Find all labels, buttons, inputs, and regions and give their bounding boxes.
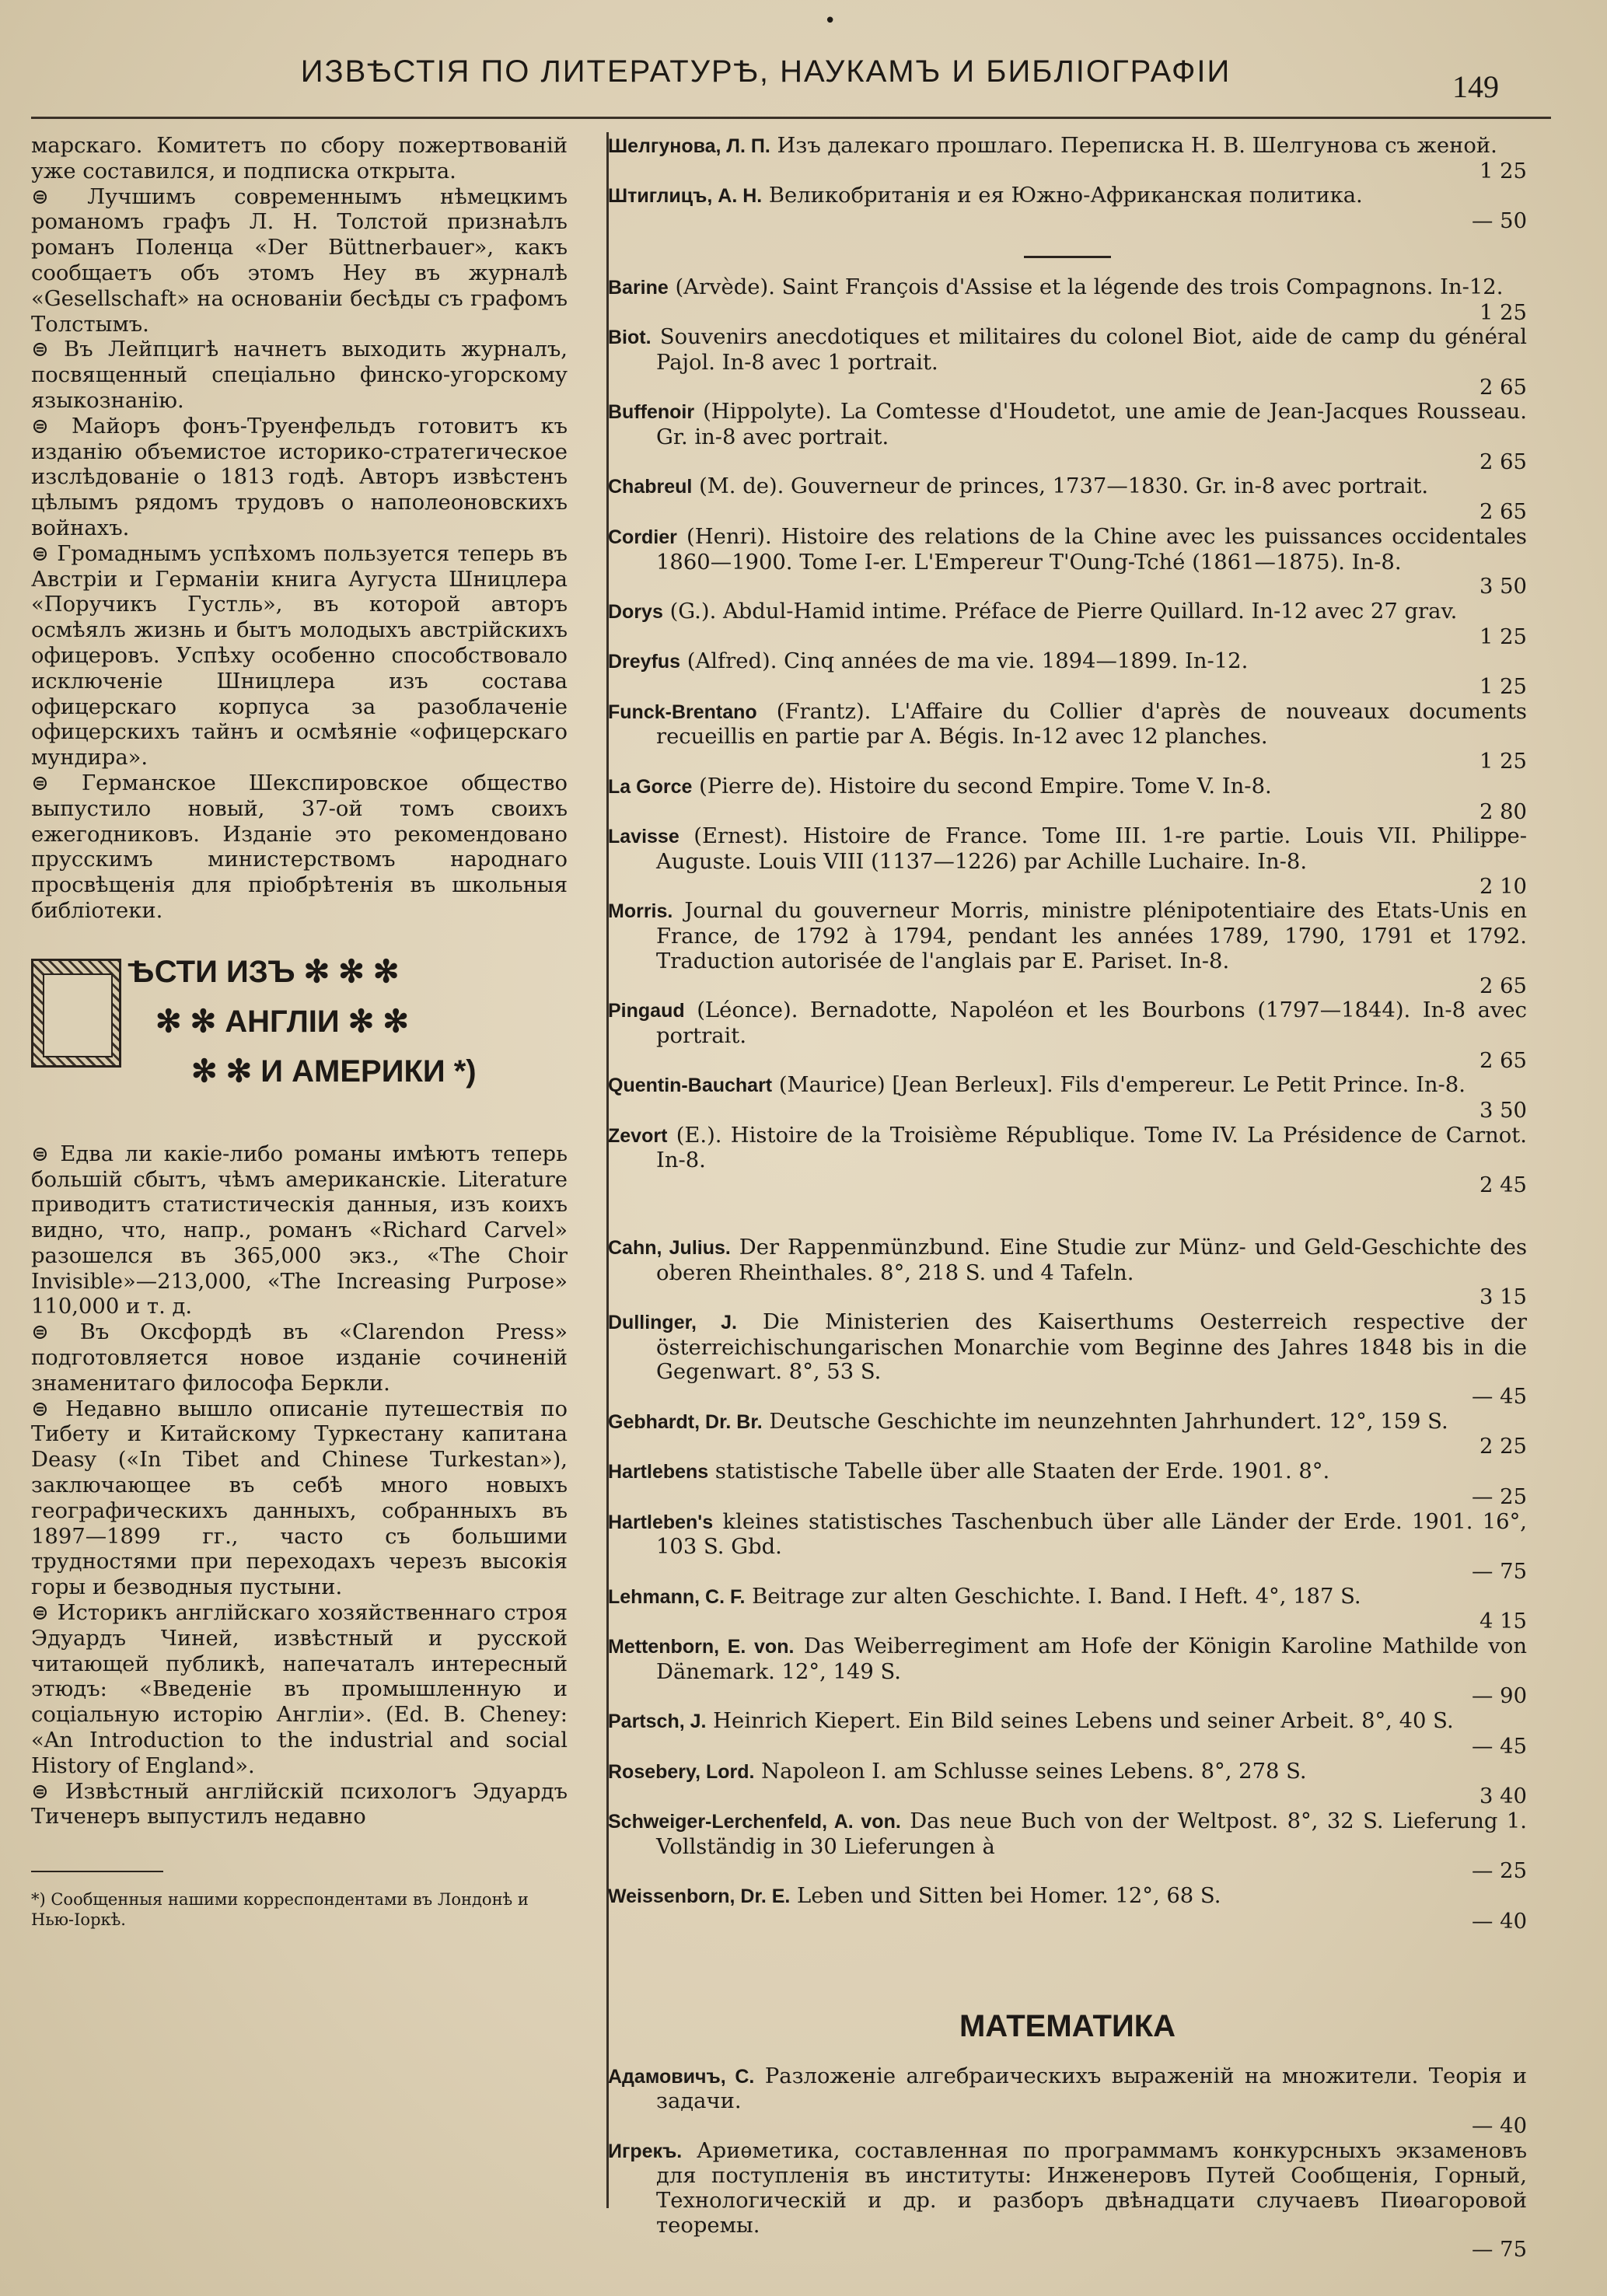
book-author: Schweiger-Lerchenfeld, A. von. [608, 1811, 901, 1833]
book-author: Weissenborn, Dr. E. [608, 1885, 791, 1908]
book-title: Das neue Buch von der Weltpost. 8°, 32 S. Lieferung 1. Vollständig in 30 Lieferungen à [656, 1809, 1528, 1859]
page-number: 149 [1452, 69, 1499, 104]
book-price: 2 65 [1479, 375, 1527, 400]
book-entry [608, 1124, 1527, 1198]
book-title: (Alfred). Cinq années de ma vie. 1894—1899. In-12. [680, 649, 1249, 674]
book-price: — 40 [1472, 2113, 1527, 2138]
book-price: — 40 [1472, 1909, 1527, 1934]
book-author: Шелгунова, Л. П. [608, 135, 770, 157]
book-author: Cordier [608, 526, 677, 548]
book-author: Штиглицъ, А. Н. [608, 185, 763, 208]
book-title: Beitrage zur alten Geschichte. I. Band. I Heft. 4°, 187 S. [745, 1584, 1361, 1609]
book-author: La Gorce [608, 775, 693, 798]
book-title: Der Rappenmünzbund. Eine Studie zur Münz- und Geld-Geschichte des oberen Rheinthales. 8°, 218 S. und 4 Tafeln. [656, 1235, 1527, 1285]
book-price: — 75 [1472, 1559, 1527, 1584]
book-title: (M. de). Gouverneur de princes, 1737—1830. Gr. in-8 avec portrait. [692, 474, 1429, 499]
book-title: Deutsche Geschichte im neunzehnten Jahrhundert. 12°, 159 S. [762, 1409, 1448, 1434]
book-author: Hartlebens [608, 1461, 709, 1483]
news-paragraph: ⊜ Въ Оксфордѣ въ «Clarendon Press» подготовляется новое изданіе сочиненій знаменитаго философа Беркли. [31, 1320, 568, 1396]
news-paragraph: ⊜ Недавно вышло описаніе путешествія по Тибету и Китайскому Туркестану капитана Deasy («In Tibet and Chinese Turkestan»), заключающее въ себѣ много новыхъ географическихъ данныхъ, собранныхъ въ 1897—1899 гг., часто съ большими трудностями при переходахъ черезъ высокія горы и безводныя пустыни. [31, 1396, 568, 1600]
book-price: 2 10 [1479, 874, 1527, 899]
book-title: (G.). Abdul-Hamid intime. Préface de Pierre Quillard. In-12 avec 27 grav. [662, 599, 1458, 624]
book-author: Biot. [608, 327, 652, 349]
book-entry [608, 400, 1527, 474]
book-price: — 50 [1472, 209, 1527, 234]
book-title: Journal du gouverneur Morris, ministre plénipotentiaire des Etats-Unis en France, de 1792 à 1794, pendant les années 1789, 1790, 1791 et 1792. Traduction autorisée de l'anglais par E. Pariset. In-8. [656, 899, 1527, 973]
book-entry [608, 774, 1527, 824]
news-paragraph: марскаго. Комитетъ по сбору пожертвованій уже составился, и подписка открыта. [31, 134, 568, 183]
book-entry [608, 700, 1527, 774]
french-book-list [608, 275, 1527, 1198]
book-title: Die Ministerien des Kaiserthums Oesterreich respective der österreichischungarischen Monarchie vom Beginne des Jahres 1848 bis in die Gegenwart. 8°, 53 S. [656, 1309, 1527, 1385]
book-author: Barine [608, 276, 669, 299]
news-paragraph: ⊜ Едва ли какіе-либо романы имѣютъ теперь большій сбытъ, чѣмъ американскіе. Literature приводитъ статистическія данныя, изъ коихъ видно, что, напр., романъ «Richard Carvel» разошелся въ 365,000 экз., «The Choir Invisible»—213,000, «The Increasing Purpose» 110,000 и т. д. [31, 1141, 568, 1319]
book-entry [608, 474, 1527, 524]
section-heading [31, 954, 568, 1116]
book-author: Dorys [608, 600, 663, 623]
book-price: 3 50 [1479, 575, 1527, 599]
news-paragraph: ⊜ Историкъ англійскаго хозяйственнаго строя Эдуардъ Чиней, извѣстный и русской читающей публикѣ, напечаталъ интересный этюдъ: «Введеніе въ промышленную и соціальную исторію Англіи». (Ed. B. Cheney: «An Introduction to the industrial and social History of England». [31, 1601, 568, 1778]
book-price: 1 25 [1479, 300, 1527, 325]
book-entry [608, 1310, 1527, 1410]
book-price: — 25 [1472, 1859, 1527, 1884]
book-price: 1 25 [1479, 675, 1527, 700]
book-title: Das Weiberregiment am Hofe der Königin Karoline Mathilde von Dänemark. 12°, 149 S. [656, 1634, 1528, 1684]
book-author: Quentin-Bauchart [608, 1075, 773, 1097]
math-book-list [608, 2064, 1527, 2263]
book-price: 2 80 [1479, 799, 1527, 824]
book-title: Изъ далекаго прошлаго. Переписка Н. В. Шелгунова съ женой. [770, 134, 1497, 158]
book-entry [608, 1235, 1527, 1310]
book-price: 1 25 [1479, 624, 1527, 649]
book-entry [608, 649, 1527, 699]
book-title: Napoleon I. am Schlusse seines Lebens. 8°, 278 S. [754, 1759, 1307, 1784]
book-price: 2 65 [1479, 973, 1527, 998]
book-entry [608, 1585, 1527, 1634]
book-author: Игрекъ. [608, 2140, 683, 2162]
book-entry [608, 1073, 1527, 1123]
book-price: 2 65 [1479, 1048, 1527, 1073]
book-title: Великобританія и ея Южно-Африканская политика. [762, 183, 1363, 208]
book-title: (Maurice) [Jean Berleux]. Fils d'empereur. Le Petit Prince. In-8. [772, 1073, 1466, 1098]
book-entry [608, 1634, 1527, 1709]
news-paragraph: ⊜ Громаднымъ успѣхомъ пользуется теперь въ Австріи и Германіи книга Аугуста Шницлера «Поручикъ Густль», въ которой авторъ осмѣялъ жизнь и бытъ молодыхъ австрійскихъ офицеровъ. Успѣху особенно способствовало исключеніе Шницлера изъ состава офицерскаго корпуса за разоблаченіе офицерскихъ тайнъ и осмѣяніе «офицерскаго мундира». [31, 541, 568, 771]
book-entry [608, 998, 1527, 1073]
book-author: Dullinger, J. [608, 1311, 737, 1333]
book-price: — 25 [1472, 1484, 1527, 1509]
book-author: Dreyfus [608, 651, 681, 673]
page-dot: • [824, 9, 837, 33]
book-price: 4 15 [1479, 1609, 1527, 1634]
book-entry [608, 275, 1527, 325]
book-title: (Henri). Histoire des relations de la Chine avec les puissances occidentales 1860—1900. Tome I-er. L'Empereur T'Oung-Tché (1861—1875). In-8. [656, 524, 1527, 575]
book-author: Funck-Brentano [608, 701, 757, 723]
book-entry [608, 899, 1527, 998]
book-title: statistische Tabelle über alle Staaten der Erde. 1901. 8°. [708, 1459, 1330, 1484]
book-price: 3 15 [1479, 1285, 1527, 1310]
book-entry [608, 1510, 1527, 1585]
book-entry [608, 1709, 1527, 1759]
book-author: Cahn, Julius. [608, 1236, 731, 1259]
book-price: 2 65 [1479, 500, 1527, 525]
book-author: Zevort [608, 1124, 668, 1147]
book-author: Partsch, J. [608, 1711, 707, 1733]
book-price: 2 45 [1479, 1173, 1527, 1198]
book-title: (Arvède). Saint François d'Assise et la légende des trois Compagnons. In-12. [668, 274, 1504, 299]
book-author: Morris. [608, 900, 673, 923]
ornamental-initial [31, 959, 121, 1068]
separator-rule [1024, 256, 1111, 258]
book-author: Buffenoir [608, 401, 695, 424]
book-entry [608, 325, 1527, 400]
book-entry [608, 1459, 1527, 1509]
book-entry [608, 2139, 1527, 2263]
news-paragraph: ⊜ Германское Шекспировское общество выпустило новый, 37-ой томъ своихъ ежегодниковъ. Изданіе это рекомендовано прусскимъ министерствомъ народнаго просвѣщенія для пріобрѣтенія въ школьныя библіотеки. [31, 771, 568, 923]
russian-book-list [608, 134, 1527, 234]
book-title: (E.). Histoire de la Troisième République. Tome IV. La Présidence de Carnot. In-8. [656, 1123, 1527, 1173]
book-price: 2 65 [1479, 449, 1527, 474]
book-price: 1 25 [1479, 750, 1527, 774]
book-title: Leben und Sitten bei Homer. 12°, 68 S. [790, 1884, 1221, 1909]
book-price: 2 25 [1479, 1435, 1527, 1459]
book-title: (Léonce). Bernadotte, Napoléon et les Bourbons (1797—1844). In-8 avec portrait. [656, 998, 1527, 1048]
book-entry [608, 1760, 1527, 1809]
math-section-title: МАТЕМАТИКА [959, 2008, 1176, 2043]
book-price: — 45 [1472, 1385, 1527, 1410]
book-title: kleines statistisches Taschenbuch über alle Länder der Erde. 1901. 16°, 103 S. Gbd. [656, 1509, 1527, 1560]
book-author: Mettenborn, E. von. [608, 1636, 795, 1658]
section-heading-line: ѢСТИ ИЗЪ ✻ ✻ ✻ [128, 954, 400, 989]
section-heading-line: ✻ ✻ И АМЕРИКИ *) [191, 1054, 477, 1089]
book-price: 3 40 [1479, 1784, 1527, 1809]
book-title: (Hippolyte). La Comtesse d'Houdetot, une amie de Jean-Jacques Rousseau. Gr. in-8 avec portrait. [656, 400, 1527, 450]
book-title: (Frantz). L'Affaire du Collier d'après de nouveaux documents recueillis en partie par A. Bégis. In-12 avec 12 planches. [656, 699, 1527, 750]
header-rule [31, 117, 1551, 119]
right-column [608, 134, 1527, 2263]
footnote: *) Сообщенныя нашими корреспондентами въ Лондонѣ и Нью-Іоркѣ. [31, 1890, 529, 1930]
book-author: Hartleben's [608, 1511, 714, 1533]
left-column [31, 134, 568, 1930]
book-entry [608, 824, 1527, 899]
book-entry [608, 134, 1527, 183]
book-author: Pingaud [608, 1000, 685, 1022]
book-entry [608, 183, 1527, 233]
book-price: 3 50 [1479, 1099, 1527, 1124]
book-title: Разложеніе алгебраическихъ выраженій на множители. Теорія и задачи. [656, 2064, 1527, 2114]
book-price: — 45 [1472, 1734, 1527, 1759]
footnote-rule [31, 1871, 163, 1872]
book-author: Lehmann, C. F. [608, 1585, 746, 1608]
book-title: Ариѳметика, составленная по программамъ конкурсныхъ экзаменовъ для поступленія въ институты: Инженеровъ Путей Сообщенія, Горный, Технологическій и др. и разборъ двѣнадцати случаевъ Пиѳагоровой теоремы. [656, 2138, 1527, 2238]
book-price: — 90 [1472, 1684, 1527, 1709]
german-book-list [608, 1235, 1527, 1934]
book-entry [608, 2064, 1527, 2139]
news-paragraph: ⊜ Извѣстный англійскій психологъ Эдуардъ Тиченеръ выпустилъ недавно [31, 1779, 568, 1829]
book-entry [608, 1884, 1527, 1934]
book-title: (Pierre de). Histoire du second Empire. Tome V. In-8. [692, 774, 1272, 799]
book-entry [608, 525, 1527, 599]
book-price: 1 25 [1479, 159, 1527, 183]
running-title: ИЗВѢСТІЯ ПО ЛИТЕРАТУРѢ, НАУКАМЪ И БИБЛІОГРАФІИ [300, 54, 1231, 89]
news-paragraph: ⊜ Въ Лейпцигѣ начнетъ выходить журналъ, посвященный спеціально финско-угорскому языкознанію. [31, 337, 568, 413]
book-entry [608, 1809, 1527, 1884]
book-title: (Ernest). Histoire de France. Tome III. 1-re partie. Louis VII. Philippe-Auguste. Louis VIII (1137—1226) par Achille Luchaire. In-8. [656, 824, 1527, 874]
book-title: Souvenirs anecdotiques et militaires du colonel Biot, aide de camp du général Pajol. In-8 avec 1 portrait. [651, 325, 1527, 375]
book-author: Адамовичъ, С. [608, 2065, 755, 2088]
book-title: Heinrich Kiepert. Ein Bild seines Lebens und seiner Arbeit. 8°, 40 S. [706, 1709, 1454, 1734]
book-author: Lavisse [608, 826, 679, 848]
book-entry [608, 599, 1527, 649]
book-price: — 75 [1472, 2238, 1527, 2263]
book-author: Gebhardt, Dr. Br. [608, 1410, 763, 1433]
book-entry [608, 1410, 1527, 1459]
book-author: Chabreul [608, 476, 693, 498]
book-author: Rosebery, Lord. [608, 1760, 755, 1783]
news-paragraph: ⊜ Лучшимъ современнымъ нѣмецкимъ романомъ графъ Л. Н. Толстой признаѣлъ романъ Поленца «Der Büttnerbauer», какъ сообщаетъ объ этомъ Неу въ журналѣ «Gesellschaft» на основаніи бесѣды съ графомъ Толстымъ. [31, 184, 568, 337]
news-paragraph: ⊜ Майоръ фонъ-Труенфельдъ готовитъ къ изданію объемистое историко-стратегическое изслѣдованіе о 1813 годѣ. Авторъ извѣстенъ цѣлымъ рядомъ трудовъ о наполеоновскихъ войнахъ. [31, 414, 568, 540]
section-heading-line: ✻ ✻ АНГЛІИ ✻ ✻ [155, 1004, 409, 1039]
